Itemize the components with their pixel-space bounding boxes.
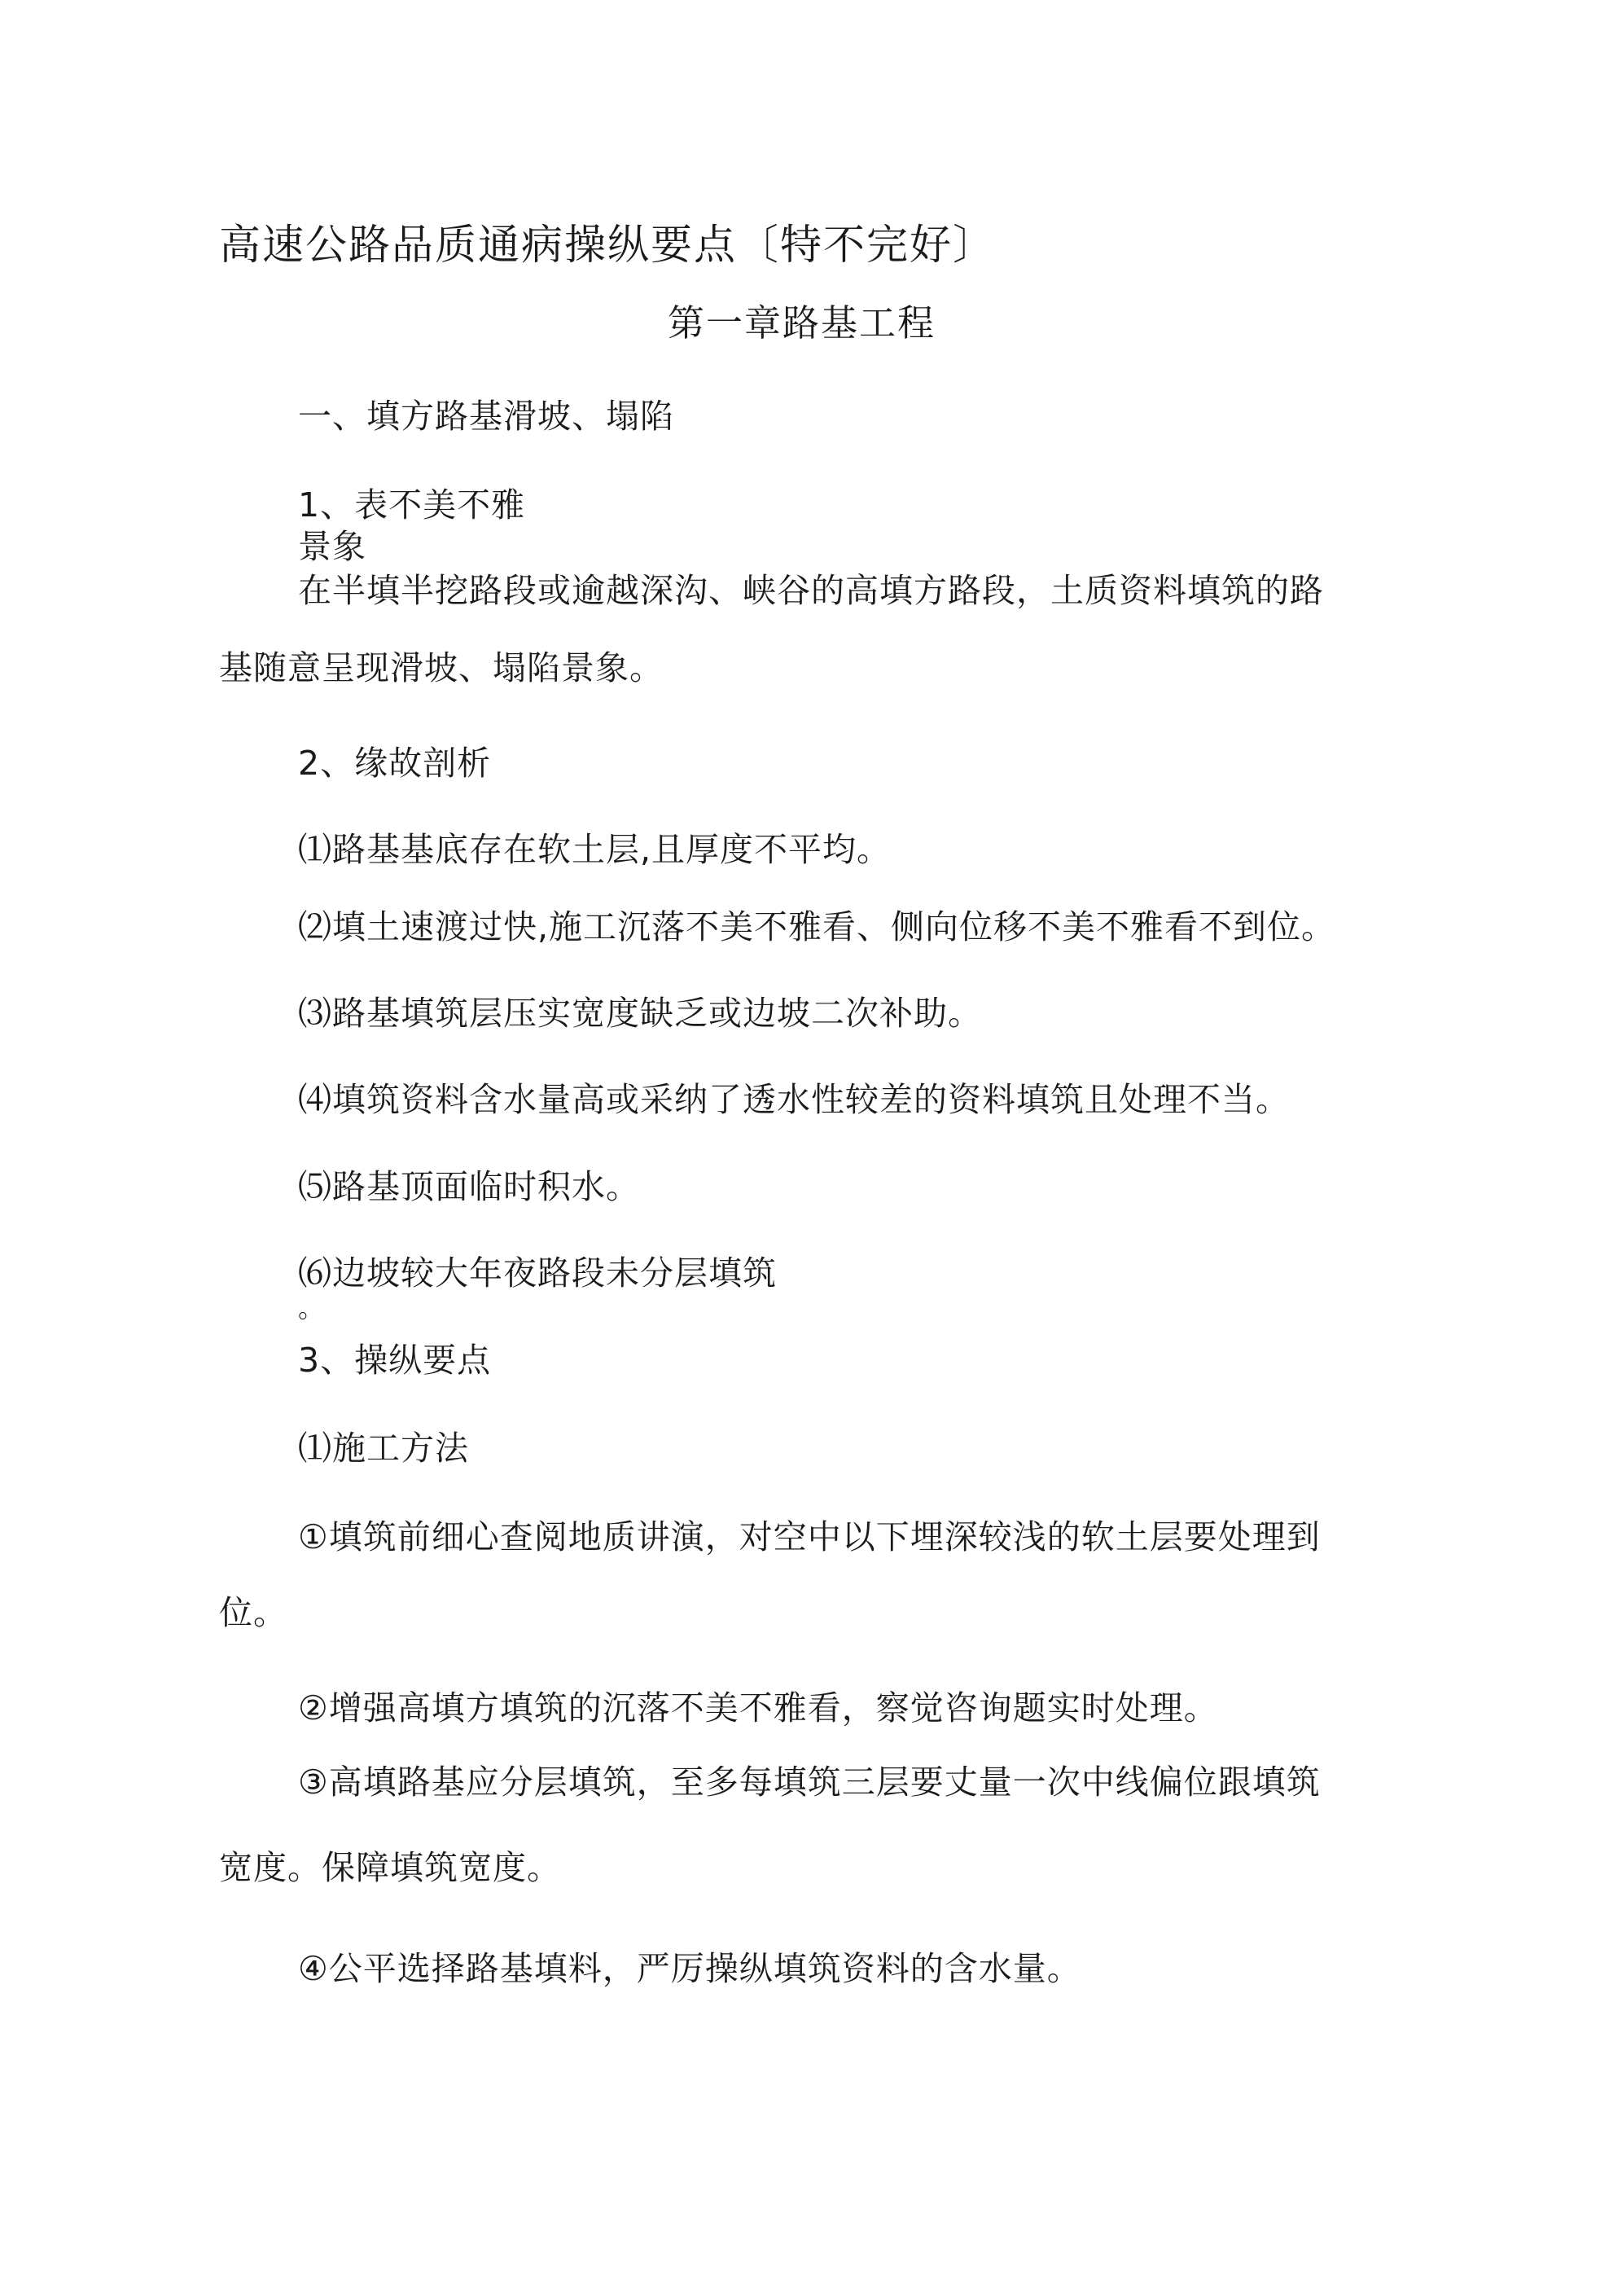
cause-item: ⑸路基顶面临时积水。 xyxy=(298,1167,640,1206)
method-paragraph-1-line1: ①填筑前细心查阅地质讲演，对空中以下埋深较浅的软土层要处理到 xyxy=(298,1517,1321,1556)
document-title: 高速公路品质通病操纵要点〔特不完好〕 xyxy=(219,222,997,270)
cause-item: ⑹边坡较大年夜路段未分层填筑 xyxy=(298,1253,777,1293)
item1-paragraph-line2: 基随意呈现滑坡、塌陷景象。 xyxy=(219,648,664,687)
item1-heading: 1、表不美不雅 xyxy=(298,485,526,525)
item1-subheading: 景象 xyxy=(298,527,366,566)
item1-paragraph-line1: 在半填半挖路段或逾越深沟、峡谷的高填方路段，土质资料填筑的路 xyxy=(298,571,1324,610)
section-heading: 一、填方路基滑坡、塌陷 xyxy=(298,397,674,436)
method-paragraph-3-line2: 宽度。保障填筑宽度。 xyxy=(219,1848,561,1887)
item3-subheading: ⑴施工方法 xyxy=(298,1429,469,1468)
item2-heading: 2、缘故剖析 xyxy=(298,744,492,783)
method-paragraph-1-line2: 位。 xyxy=(219,1593,287,1632)
cause-item: ⑶路基填筑层压实宽度缺乏或边坡二次补助。 xyxy=(298,994,982,1033)
cause-item: ⑴路基基底存在软土层,且厚度不平均。 xyxy=(298,830,892,869)
trailing-period: 。 xyxy=(298,1293,326,1324)
chapter-heading: 第一章路基工程 xyxy=(668,301,936,345)
method-paragraph-3-line1: ③高填路基应分层填筑，至多每填筑三层要丈量一次中线偏位跟填筑 xyxy=(298,1763,1321,1802)
item3-heading: 3、操纵要点 xyxy=(298,1341,492,1380)
method-paragraph-4: ④公平选择路基填料，严厉操纵填筑资料的含水量。 xyxy=(298,1949,1081,1988)
cause-item: ⑵填土速渡过快,施工沉落不美不雅看、侧向位移不美不雅看不到位。 xyxy=(298,907,1336,946)
cause-item: ⑷填筑资料含水量高或采纳了透水性较差的资料填筑且处理不当。 xyxy=(298,1080,1290,1119)
method-paragraph-2: ②增强高填方填筑的沉落不美不雅看，察觉咨询题实时处理。 xyxy=(298,1688,1218,1727)
